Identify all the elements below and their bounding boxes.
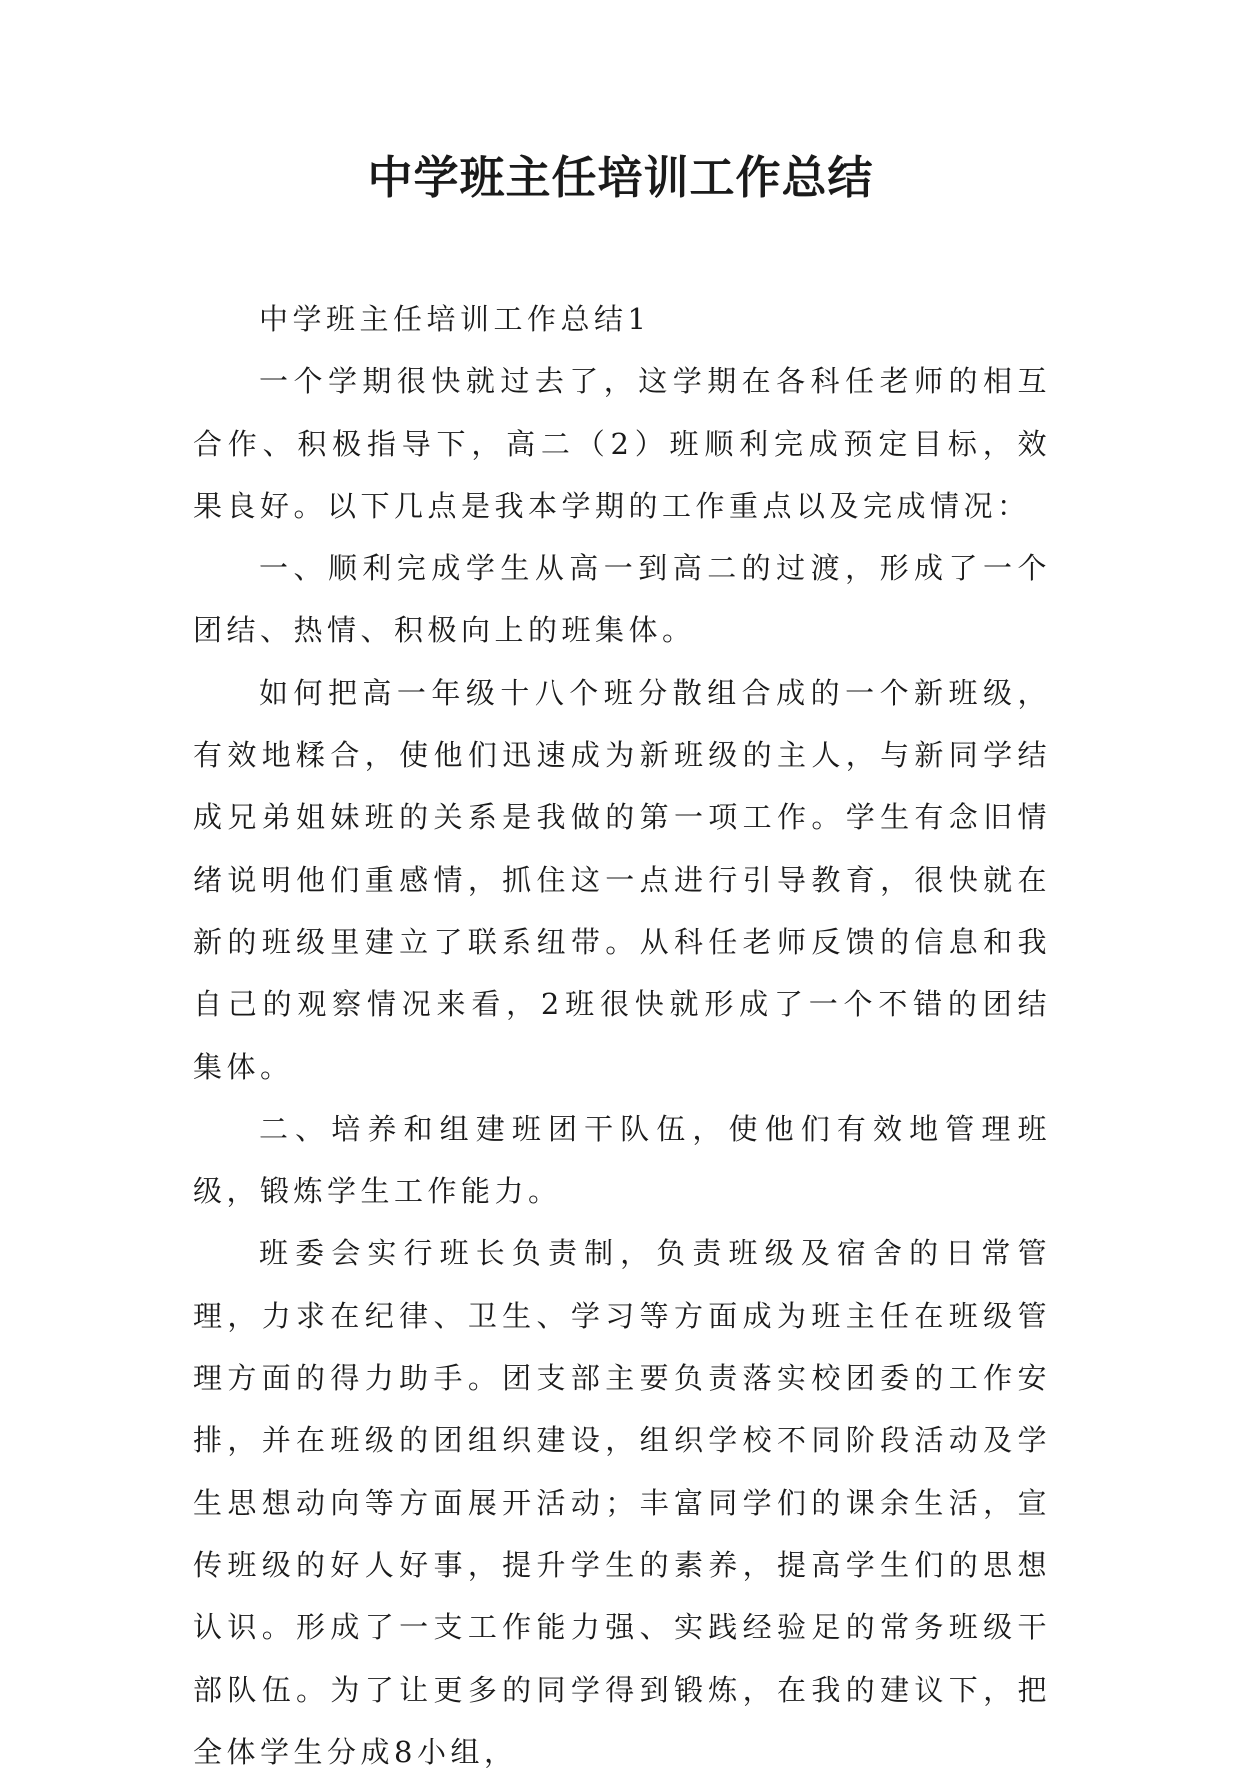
paragraph-section-two-body: 班委会实行班长负责制，负责班级及宿舍的日常管理，力求在纪律、卫生、学习等方面成为班主任在班级管理方面的得力助手。团支部主要负责落实校团委的工作安排，并在班级的团组织建设，组织学校不同阶段活动及学生思想动向等方面展开活动；丰富同学们的课余生活，宣传班级的好人好事，提升学生的素养，提高学生们的思想认识。形成了一支工作能力强、实践经验足的常务班级干部队伍。为了让更多的同学得到锻炼，在我的建议下，把全体学生分成8小组， (193, 1236, 1051, 1769)
paragraph-intro: 一个学期很快就过去了，这学期在各科任老师的相互合作、积极指导下，高二（2）班顺利完成预定目标，效果良好。以下几点是我本学期的工作重点以及完成情况： (193, 364, 1051, 523)
document-title: 中学班主任培训工作总结 (367, 151, 874, 204)
paragraph-section-two-heading: 二、培养和组建班团干队伍，使他们有效地管理班级，锻炼学生工作能力。 (193, 1111, 1051, 1209)
document-body (193, 288, 1051, 1783)
paragraph-section-one-body: 如何把高一年级十八个班分散组合成的一个新班级，有效地糅合，使他们迅速成为新班级的主人，与新同学结成兄弟姐妹班的关系是我做的第一项工作。学生有念旧情绪说明他们重感情，抓住这一点进行引导教育，很快就在新的班级里建立了联系纽带。从科任老师反馈的信息和我自己的观察情况来看，2班很快就形成了一个不错的团结集体。 (193, 675, 1051, 1084)
paragraph-subtitle: 中学班主任培训工作总结1 (259, 302, 651, 336)
paragraph-section-one-heading: 一、顺利完成学生从高一到高二的过渡，形成了一个团结、热情、积极向上的班集体。 (193, 551, 1051, 648)
